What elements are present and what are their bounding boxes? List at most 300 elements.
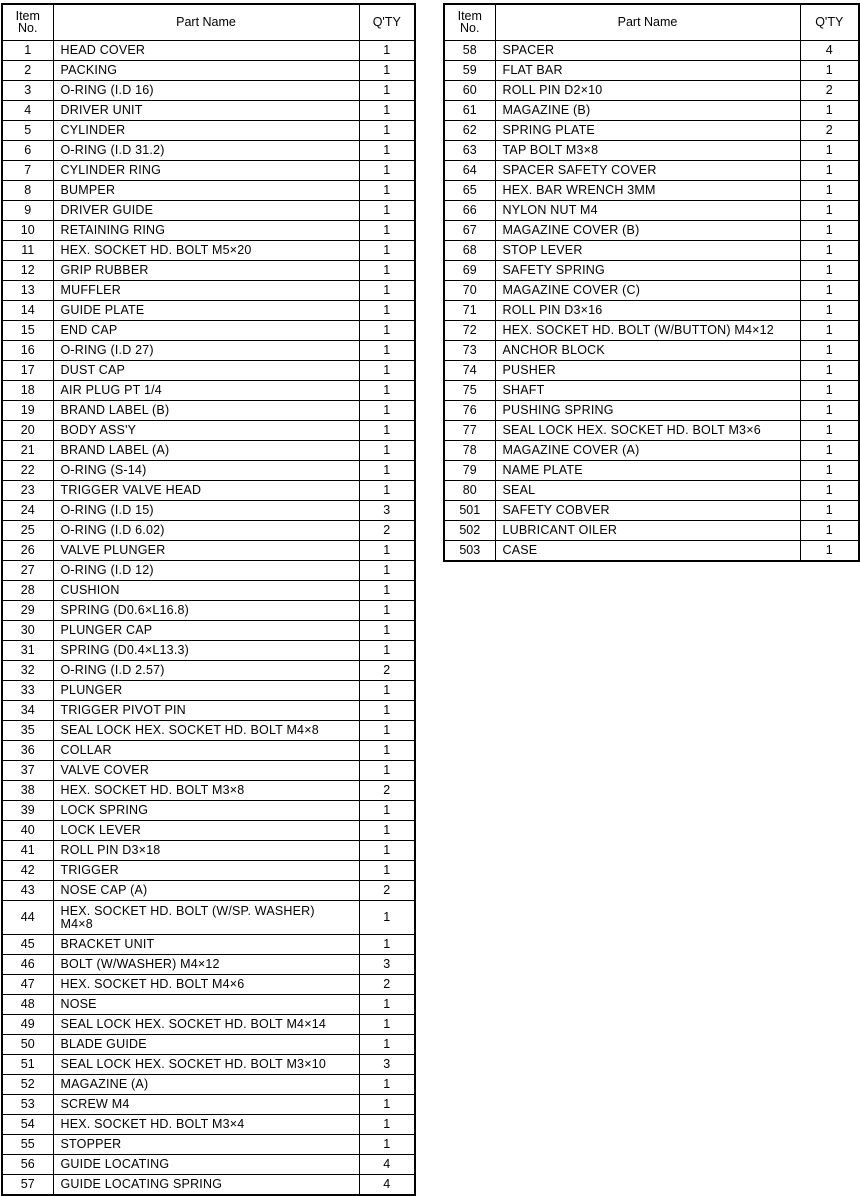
item-no-cell: 9	[2, 201, 53, 221]
item-no-cell: 68	[444, 241, 495, 261]
table-row	[2, 281, 415, 301]
item-no-cell: 32	[2, 661, 53, 681]
table-row	[444, 501, 859, 521]
table-row	[2, 1155, 415, 1175]
item-no-cell: 501	[444, 501, 495, 521]
qty-cell: 1	[359, 1035, 415, 1055]
qty-cell: 1	[359, 701, 415, 721]
part-name-cell: NAME PLATE	[495, 461, 800, 481]
header-item-no: Item No.	[444, 4, 495, 41]
item-no-cell: 53	[2, 1095, 53, 1115]
table-row	[2, 381, 415, 401]
table-row	[2, 995, 415, 1015]
qty-cell: 1	[359, 1015, 415, 1035]
part-name-cell: O-RING (I.D 27)	[53, 341, 359, 361]
part-name-cell: DRIVER GUIDE	[53, 201, 359, 221]
table-row	[2, 1095, 415, 1115]
table-row	[2, 181, 415, 201]
item-no-cell: 49	[2, 1015, 53, 1035]
table-row	[2, 935, 415, 955]
table-row	[2, 1015, 415, 1035]
qty-cell: 1	[800, 441, 859, 461]
part-name-cell: ROLL PIN D3×16	[495, 301, 800, 321]
part-name-cell: LOCK SPRING	[53, 801, 359, 821]
part-name-cell: SEAL LOCK HEX. SOCKET HD. BOLT M4×14	[53, 1015, 359, 1035]
item-no-cell: 69	[444, 261, 495, 281]
qty-cell: 1	[359, 141, 415, 161]
part-name-cell: HEX. SOCKET HD. BOLT (W/BUTTON) M4×12	[495, 321, 800, 341]
item-no-cell: 80	[444, 481, 495, 501]
qty-cell: 1	[800, 501, 859, 521]
qty-cell: 1	[359, 841, 415, 861]
item-no-cell: 51	[2, 1055, 53, 1075]
part-name-cell: DUST CAP	[53, 361, 359, 381]
item-no-cell: 65	[444, 181, 495, 201]
part-name-cell: COLLAR	[53, 741, 359, 761]
item-no-cell: 16	[2, 341, 53, 361]
item-no-cell: 36	[2, 741, 53, 761]
item-no-cell: 52	[2, 1075, 53, 1095]
part-name-cell: PUSHER	[495, 361, 800, 381]
item-no-cell: 38	[2, 781, 53, 801]
qty-cell: 1	[359, 641, 415, 661]
qty-cell: 1	[800, 421, 859, 441]
item-no-cell: 20	[2, 421, 53, 441]
qty-cell: 1	[800, 181, 859, 201]
table-row	[2, 1175, 415, 1196]
part-name-cell: RETAINING RING	[53, 221, 359, 241]
qty-cell: 1	[359, 721, 415, 741]
table-row	[444, 281, 859, 301]
table-row	[2, 561, 415, 581]
qty-cell: 1	[359, 1075, 415, 1095]
table-row	[2, 201, 415, 221]
table-row	[444, 81, 859, 101]
table-row	[2, 975, 415, 995]
table-row	[2, 701, 415, 721]
table-row	[444, 241, 859, 261]
part-name-cell: PLUNGER CAP	[53, 621, 359, 641]
qty-cell: 1	[359, 341, 415, 361]
part-name-cell: BODY ASS'Y	[53, 421, 359, 441]
qty-cell: 2	[359, 661, 415, 681]
qty-cell: 1	[800, 201, 859, 221]
part-name-cell: LUBRICANT OILER	[495, 521, 800, 541]
part-name-cell: GUIDE LOCATING SPRING	[53, 1175, 359, 1196]
header-item-no: Item No.	[2, 4, 53, 41]
table-row	[444, 521, 859, 541]
header-part-name: Part Name	[53, 4, 359, 41]
qty-cell: 4	[800, 41, 859, 61]
qty-cell: 1	[800, 281, 859, 301]
item-no-cell: 13	[2, 281, 53, 301]
qty-cell: 1	[800, 381, 859, 401]
item-no-cell: 71	[444, 301, 495, 321]
table-row	[444, 181, 859, 201]
item-no-cell: 27	[2, 561, 53, 581]
item-no-cell: 10	[2, 221, 53, 241]
item-no-cell: 47	[2, 975, 53, 995]
part-name-cell: CUSHION	[53, 581, 359, 601]
qty-cell: 2	[800, 121, 859, 141]
part-name-cell: HEX. SOCKET HD. BOLT (W/SP. WASHER) M4×8	[53, 901, 359, 935]
part-name-cell: O-RING (I.D 15)	[53, 501, 359, 521]
qty-cell: 4	[359, 1175, 415, 1196]
part-name-cell: FLAT BAR	[495, 61, 800, 81]
item-no-cell: 17	[2, 361, 53, 381]
qty-cell: 1	[359, 181, 415, 201]
part-name-cell: BRAND LABEL (A)	[53, 441, 359, 461]
part-name-cell: MAGAZINE COVER (B)	[495, 221, 800, 241]
part-name-cell: BRACKET UNIT	[53, 935, 359, 955]
qty-cell: 1	[359, 681, 415, 701]
qty-cell: 1	[359, 541, 415, 561]
item-no-cell: 77	[444, 421, 495, 441]
part-name-cell: SAFETY COBVER	[495, 501, 800, 521]
part-name-cell: CYLINDER RING	[53, 161, 359, 181]
part-name-cell: SAFETY SPRING	[495, 261, 800, 281]
part-name-cell: O-RING (I.D 2.57)	[53, 661, 359, 681]
qty-cell: 1	[359, 601, 415, 621]
part-name-cell: CASE	[495, 541, 800, 562]
table-row	[2, 241, 415, 261]
part-name-cell: HEX. SOCKET HD. BOLT M3×4	[53, 1115, 359, 1135]
item-no-cell: 73	[444, 341, 495, 361]
item-no-cell: 57	[2, 1175, 53, 1196]
part-name-cell: VALVE COVER	[53, 761, 359, 781]
part-name-cell: SHAFT	[495, 381, 800, 401]
table-row	[2, 81, 415, 101]
part-name-cell: ROLL PIN D3×18	[53, 841, 359, 861]
qty-cell: 1	[359, 241, 415, 261]
table-row	[444, 481, 859, 501]
table-row	[444, 141, 859, 161]
table-row	[444, 301, 859, 321]
qty-cell: 1	[359, 321, 415, 341]
header-row	[444, 4, 859, 41]
qty-cell: 1	[359, 995, 415, 1015]
part-name-cell: NOSE CAP (A)	[53, 881, 359, 901]
item-no-cell: 21	[2, 441, 53, 461]
part-name-cell: STOP LEVER	[495, 241, 800, 261]
qty-cell: 1	[800, 341, 859, 361]
qty-cell: 1	[359, 861, 415, 881]
part-name-cell: O-RING (I.D 31.2)	[53, 141, 359, 161]
item-no-cell: 19	[2, 401, 53, 421]
table-row	[2, 601, 415, 621]
part-name-cell: BUMPER	[53, 181, 359, 201]
table-row	[2, 461, 415, 481]
parts-list-left	[2, 41, 415, 1196]
part-name-cell: VALVE PLUNGER	[53, 541, 359, 561]
qty-cell: 1	[359, 361, 415, 381]
part-name-cell: DRIVER UNIT	[53, 101, 359, 121]
header-row	[2, 4, 415, 41]
table-row	[2, 1115, 415, 1135]
item-no-cell: 15	[2, 321, 53, 341]
qty-cell: 1	[359, 81, 415, 101]
table-row	[2, 121, 415, 141]
qty-cell: 1	[359, 821, 415, 841]
table-row	[2, 1035, 415, 1055]
item-no-cell: 24	[2, 501, 53, 521]
header-part-name: Part Name	[495, 4, 800, 41]
part-name-cell: END CAP	[53, 321, 359, 341]
item-no-cell: 41	[2, 841, 53, 861]
table-row	[2, 261, 415, 281]
qty-cell: 1	[359, 581, 415, 601]
part-name-cell: BOLT (W/WASHER) M4×12	[53, 955, 359, 975]
qty-cell: 2	[359, 881, 415, 901]
item-no-cell: 76	[444, 401, 495, 421]
part-name-cell: NOSE	[53, 995, 359, 1015]
table-row	[2, 161, 415, 181]
qty-cell: 1	[359, 1115, 415, 1135]
table-row	[444, 261, 859, 281]
item-no-cell: 23	[2, 481, 53, 501]
item-no-cell: 503	[444, 541, 495, 562]
item-no-cell: 18	[2, 381, 53, 401]
item-no-cell: 7	[2, 161, 53, 181]
part-name-cell: HEX. SOCKET HD. BOLT M5×20	[53, 241, 359, 261]
part-name-cell: MAGAZINE COVER (A)	[495, 441, 800, 461]
part-name-cell: O-RING (I.D 12)	[53, 561, 359, 581]
qty-cell: 1	[359, 161, 415, 181]
qty-cell: 1	[800, 541, 859, 562]
item-no-cell: 5	[2, 121, 53, 141]
qty-cell: 1	[359, 121, 415, 141]
part-name-cell: PLUNGER	[53, 681, 359, 701]
header-qty: Q'TY	[359, 4, 415, 41]
part-name-cell: SEAL LOCK HEX. SOCKET HD. BOLT M3×6	[495, 421, 800, 441]
part-name-cell: NYLON NUT M4	[495, 201, 800, 221]
qty-cell: 2	[359, 521, 415, 541]
item-no-cell: 22	[2, 461, 53, 481]
item-no-cell: 34	[2, 701, 53, 721]
part-name-cell: TRIGGER PIVOT PIN	[53, 701, 359, 721]
qty-cell: 1	[800, 301, 859, 321]
qty-cell: 1	[359, 101, 415, 121]
item-no-cell: 48	[2, 995, 53, 1015]
qty-cell: 1	[359, 561, 415, 581]
item-no-cell: 40	[2, 821, 53, 841]
table-row	[2, 221, 415, 241]
qty-cell: 1	[359, 281, 415, 301]
part-name-cell: SPACER	[495, 41, 800, 61]
part-name-cell: HEAD COVER	[53, 41, 359, 61]
parts-list-right	[444, 41, 859, 562]
parts-table-right	[443, 3, 860, 562]
part-name-cell: MUFFLER	[53, 281, 359, 301]
part-name-cell: MAGAZINE (B)	[495, 101, 800, 121]
part-name-cell: GUIDE LOCATING	[53, 1155, 359, 1175]
part-name-cell: O-RING (S-14)	[53, 461, 359, 481]
item-no-cell: 74	[444, 361, 495, 381]
table-row	[444, 161, 859, 181]
item-no-cell: 35	[2, 721, 53, 741]
parts-table-left	[1, 3, 416, 1196]
table-row	[444, 361, 859, 381]
item-no-cell: 4	[2, 101, 53, 121]
table-row	[444, 461, 859, 481]
table-row	[2, 321, 415, 341]
item-no-cell: 29	[2, 601, 53, 621]
table-row	[2, 481, 415, 501]
table-row	[2, 801, 415, 821]
table-row	[2, 881, 415, 901]
part-name-cell: CYLINDER	[53, 121, 359, 141]
item-no-cell: 55	[2, 1135, 53, 1155]
part-name-cell: SEAL	[495, 481, 800, 501]
item-no-cell: 79	[444, 461, 495, 481]
qty-cell: 2	[800, 81, 859, 101]
qty-cell: 1	[359, 61, 415, 81]
item-no-cell: 11	[2, 241, 53, 261]
part-name-cell: SPRING PLATE	[495, 121, 800, 141]
item-no-cell: 3	[2, 81, 53, 101]
qty-cell: 3	[359, 1055, 415, 1075]
qty-cell: 1	[800, 361, 859, 381]
part-name-cell: PACKING	[53, 61, 359, 81]
table-row	[444, 541, 859, 562]
qty-cell: 3	[359, 955, 415, 975]
qty-cell: 1	[359, 481, 415, 501]
qty-cell: 1	[359, 741, 415, 761]
item-no-cell: 45	[2, 935, 53, 955]
item-no-cell: 8	[2, 181, 53, 201]
qty-cell: 1	[359, 261, 415, 281]
part-name-cell: TAP BOLT M3×8	[495, 141, 800, 161]
table-row	[2, 361, 415, 381]
part-name-cell: TRIGGER	[53, 861, 359, 881]
qty-cell: 1	[800, 461, 859, 481]
part-name-cell: BLADE GUIDE	[53, 1035, 359, 1055]
qty-cell: 1	[359, 441, 415, 461]
table-row	[2, 721, 415, 741]
item-no-cell: 58	[444, 41, 495, 61]
qty-cell: 1	[800, 221, 859, 241]
part-name-cell: MAGAZINE (A)	[53, 1075, 359, 1095]
item-no-cell: 44	[2, 901, 53, 935]
qty-cell: 1	[800, 101, 859, 121]
part-name-cell: TRIGGER VALVE HEAD	[53, 481, 359, 501]
item-no-cell: 31	[2, 641, 53, 661]
part-name-cell: ANCHOR BLOCK	[495, 341, 800, 361]
table-row	[2, 441, 415, 461]
item-no-cell: 43	[2, 881, 53, 901]
qty-cell: 1	[800, 61, 859, 81]
item-no-cell: 59	[444, 61, 495, 81]
table-row	[2, 101, 415, 121]
qty-cell: 1	[359, 301, 415, 321]
qty-cell: 1	[800, 321, 859, 341]
item-no-cell: 39	[2, 801, 53, 821]
table-row	[444, 121, 859, 141]
table-row	[2, 1075, 415, 1095]
item-no-cell: 30	[2, 621, 53, 641]
table-row	[444, 341, 859, 361]
item-no-cell: 70	[444, 281, 495, 301]
qty-cell: 1	[359, 221, 415, 241]
item-no-cell: 54	[2, 1115, 53, 1135]
table-row	[2, 781, 415, 801]
table-row	[444, 381, 859, 401]
part-name-cell: BRAND LABEL (B)	[53, 401, 359, 421]
part-name-cell: ROLL PIN D2×10	[495, 81, 800, 101]
part-name-cell: GRIP RUBBER	[53, 261, 359, 281]
table-row	[2, 581, 415, 601]
table-row	[2, 861, 415, 881]
item-no-cell: 62	[444, 121, 495, 141]
item-no-cell: 42	[2, 861, 53, 881]
item-no-cell: 26	[2, 541, 53, 561]
table-row	[2, 421, 415, 441]
qty-cell: 1	[359, 621, 415, 641]
qty-cell: 1	[800, 401, 859, 421]
table-row	[444, 101, 859, 121]
header-qty: Q'TY	[800, 4, 859, 41]
qty-cell: 1	[359, 1135, 415, 1155]
table-row	[2, 61, 415, 81]
part-name-cell: SEAL LOCK HEX. SOCKET HD. BOLT M4×8	[53, 721, 359, 741]
item-no-cell: 2	[2, 61, 53, 81]
item-no-cell: 1	[2, 41, 53, 61]
table-row	[2, 841, 415, 861]
table-row	[2, 1135, 415, 1155]
qty-cell: 1	[359, 1095, 415, 1115]
item-no-cell: 46	[2, 955, 53, 975]
qty-cell: 1	[359, 401, 415, 421]
qty-cell: 1	[359, 421, 415, 441]
table-row	[2, 821, 415, 841]
qty-cell: 2	[359, 781, 415, 801]
part-name-cell: O-RING (I.D 6.02)	[53, 521, 359, 541]
table-row	[444, 441, 859, 461]
table-row	[2, 661, 415, 681]
item-no-cell: 63	[444, 141, 495, 161]
table-row	[2, 681, 415, 701]
qty-cell: 4	[359, 1155, 415, 1175]
part-name-cell: SCREW M4	[53, 1095, 359, 1115]
table-row	[2, 621, 415, 641]
table-row	[2, 1055, 415, 1075]
item-no-cell: 14	[2, 301, 53, 321]
item-no-cell: 37	[2, 761, 53, 781]
qty-cell: 3	[359, 501, 415, 521]
qty-cell: 1	[359, 461, 415, 481]
table-row	[2, 741, 415, 761]
part-name-cell: MAGAZINE COVER (C)	[495, 281, 800, 301]
item-no-cell: 67	[444, 221, 495, 241]
item-no-cell: 33	[2, 681, 53, 701]
qty-cell: 1	[359, 935, 415, 955]
part-name-cell: PUSHING SPRING	[495, 401, 800, 421]
item-no-cell: 50	[2, 1035, 53, 1055]
part-name-cell: GUIDE PLATE	[53, 301, 359, 321]
part-name-cell: AIR PLUG PT 1/4	[53, 381, 359, 401]
qty-cell: 1	[800, 161, 859, 181]
item-no-cell: 25	[2, 521, 53, 541]
qty-cell: 1	[359, 201, 415, 221]
qty-cell: 1	[359, 41, 415, 61]
qty-cell: 1	[359, 761, 415, 781]
table-row	[2, 641, 415, 661]
part-name-cell: SPACER SAFETY COVER	[495, 161, 800, 181]
part-name-cell: SPRING (D0.4×L13.3)	[53, 641, 359, 661]
item-no-cell: 56	[2, 1155, 53, 1175]
table-row	[2, 401, 415, 421]
item-no-cell: 28	[2, 581, 53, 601]
